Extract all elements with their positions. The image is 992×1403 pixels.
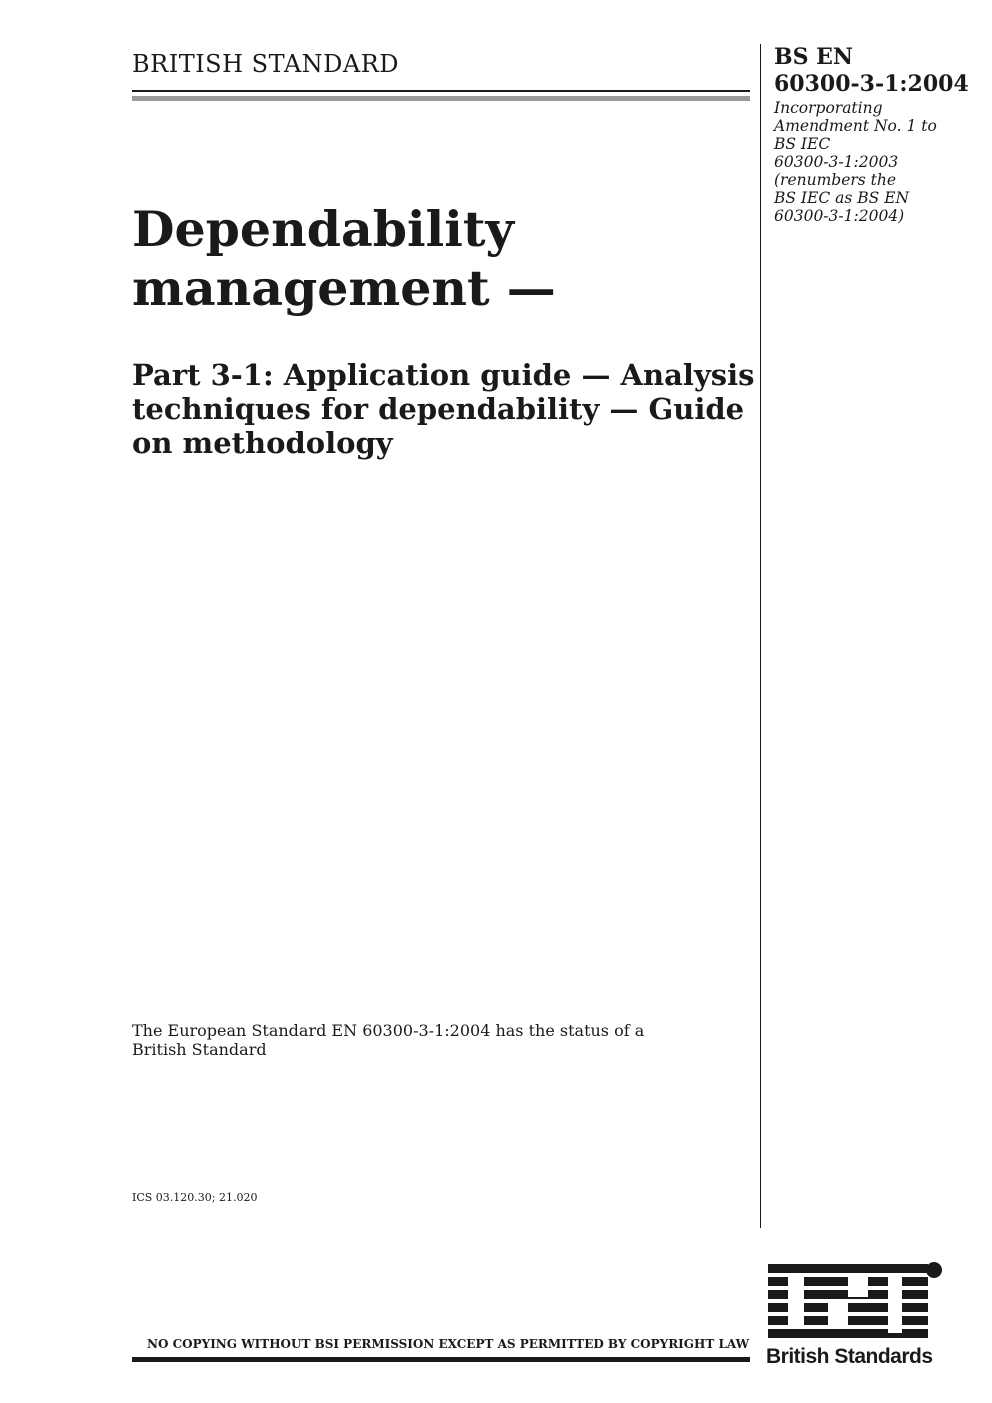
standard-number — [774, 44, 969, 98]
amendment-note-line: BS IEC as BS EN — [774, 189, 910, 207]
document-title-line1: Dependability — [132, 200, 514, 258]
document-subtitle-line2: techniques for dependability — Guide — [132, 392, 745, 426]
bsi-wordmark: British Standards — [766, 1345, 933, 1368]
document-subtitle-line1: Part 3-1: Application guide — Analysis — [132, 358, 755, 392]
footer-rule — [132, 1357, 750, 1362]
amendment-note-line: 60300-3-1:2004) — [774, 207, 905, 225]
amendment-note-line: (renumbers the — [774, 171, 897, 189]
amendment-note — [774, 99, 964, 225]
amendment-note-line: Amendment No. 1 to — [774, 117, 937, 135]
document-subtitle-line3: on methodology — [132, 426, 393, 460]
series-label: BRITISH STANDARD — [132, 50, 400, 78]
status-statement — [132, 1021, 644, 1059]
amendment-note-line: Incorporating — [774, 99, 883, 117]
ics-code: ICS 03.120.30; 21.020 — [132, 1191, 258, 1204]
copyright-notice: NO COPYING WITHOUT BSI PERMISSION EXCEPT AS PERMITTED BY COPYRIGHT LAW — [147, 1337, 750, 1351]
document-title — [132, 200, 556, 318]
status-statement-line2: British Standard — [132, 1040, 267, 1059]
status-statement-line1: The European Standard EN 60300-3-1:2004 has the status of a — [132, 1021, 645, 1040]
header-rule-thin — [132, 90, 750, 92]
amendment-note-line: BS IEC — [774, 135, 831, 153]
document-title-line2: management — — [132, 259, 556, 317]
amendment-note-line: 60300-3-1:2003 — [774, 153, 899, 171]
vertical-divider — [760, 44, 761, 1228]
header-rule-thick — [132, 96, 750, 101]
standard-number-line2: 60300-3-1:2004 — [774, 71, 969, 97]
document-subtitle — [132, 358, 754, 460]
standard-number-line1: BS EN — [774, 44, 854, 70]
